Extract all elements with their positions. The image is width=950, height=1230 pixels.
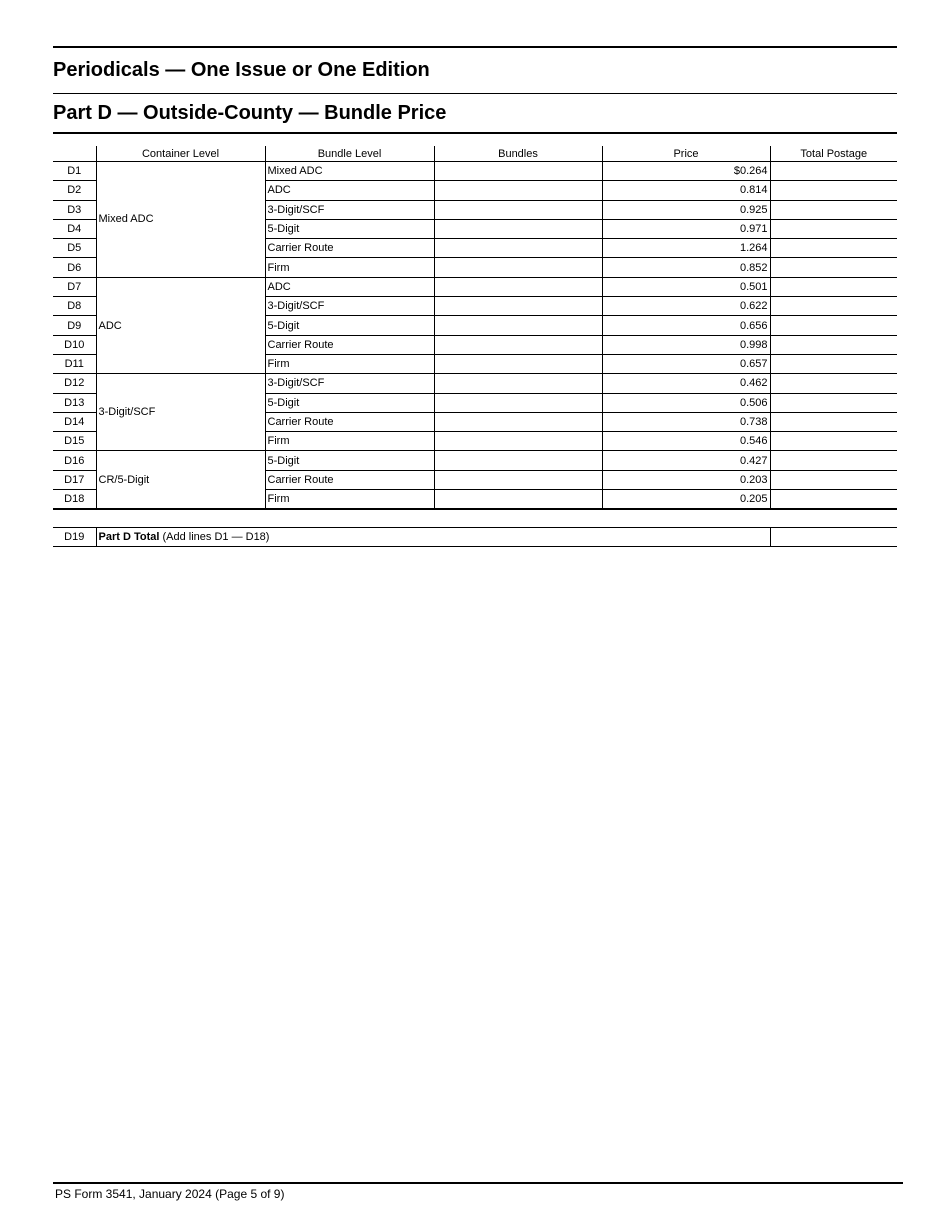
price-cell: 1.264 <box>602 239 770 258</box>
total-postage-input[interactable] <box>770 393 897 412</box>
total-postage-input[interactable] <box>770 181 897 200</box>
bundles-input[interactable] <box>434 219 602 238</box>
total-postage-input[interactable] <box>770 162 897 181</box>
total-postage-input[interactable] <box>770 528 897 547</box>
bundle-level-cell: 3-Digit/SCF <box>265 200 434 219</box>
bundles-input[interactable] <box>434 239 602 258</box>
price-cell: $0.264 <box>602 162 770 181</box>
price-cell: 0.205 <box>602 490 770 510</box>
total-postage-input[interactable] <box>770 239 897 258</box>
table-row <box>53 374 897 393</box>
bundle-level-cell: 3-Digit/SCF <box>265 297 434 316</box>
part-title-rule <box>53 132 897 134</box>
bundles-input[interactable] <box>434 354 602 373</box>
total-postage-input[interactable] <box>770 451 897 470</box>
total-postage-input[interactable] <box>770 432 897 451</box>
price-cell: 0.925 <box>602 200 770 219</box>
bundle-level-cell: Firm <box>265 490 434 510</box>
bundles-input[interactable] <box>434 181 602 200</box>
bundles-header: Bundles <box>434 146 602 162</box>
bundles-input[interactable] <box>434 162 602 181</box>
total-postage-input[interactable] <box>770 316 897 335</box>
line-number: D16 <box>53 451 96 470</box>
bundle-level-cell: Firm <box>265 354 434 373</box>
price-cell: 0.622 <box>602 297 770 316</box>
footer-rule <box>53 1182 903 1184</box>
price-cell: 0.427 <box>602 451 770 470</box>
bundles-input[interactable] <box>434 374 602 393</box>
line-number: D14 <box>53 412 96 431</box>
bundle-level-header: Bundle Level <box>265 146 434 162</box>
bundle-level-cell: Firm <box>265 432 434 451</box>
line-number: D5 <box>53 239 96 258</box>
price-cell: 0.656 <box>602 316 770 335</box>
line-number: D12 <box>53 374 96 393</box>
line-number: D13 <box>53 393 96 412</box>
bundle-level-cell: Firm <box>265 258 434 277</box>
line-number: D7 <box>53 277 96 296</box>
price-cell: 0.971 <box>602 219 770 238</box>
bundle-level-cell: 5-Digit <box>265 393 434 412</box>
total-postage-input[interactable] <box>770 490 897 510</box>
table-row <box>53 451 897 470</box>
bundles-input[interactable] <box>434 258 602 277</box>
price-cell: 0.203 <box>602 470 770 489</box>
bundles-input[interactable] <box>434 277 602 296</box>
bundles-input[interactable] <box>434 490 602 510</box>
price-cell: 0.462 <box>602 374 770 393</box>
part-d-total-table <box>53 527 897 547</box>
total-postage-input[interactable] <box>770 219 897 238</box>
price-cell: 0.657 <box>602 354 770 373</box>
line-number: D10 <box>53 335 96 354</box>
container-level-header: Container Level <box>96 146 265 162</box>
top-rule <box>53 46 897 48</box>
price-cell: 0.852 <box>602 258 770 277</box>
total-postage-header: Total Postage <box>770 146 897 162</box>
total-postage-input[interactable] <box>770 354 897 373</box>
bundle-level-cell: 5-Digit <box>265 451 434 470</box>
line-number: D19 <box>53 528 96 547</box>
total-postage-input[interactable] <box>770 200 897 219</box>
total-postage-input[interactable] <box>770 297 897 316</box>
part-title: Part D — Outside-County — Bundle Price <box>53 102 447 124</box>
bundle-level-cell: Carrier Route <box>265 412 434 431</box>
bundles-input[interactable] <box>434 412 602 431</box>
total-postage-input[interactable] <box>770 277 897 296</box>
bundle-level-cell: Carrier Route <box>265 470 434 489</box>
total-label-cell <box>96 528 770 547</box>
container-level-cell: ADC <box>96 277 265 373</box>
bundles-input[interactable] <box>434 316 602 335</box>
total-note: (Add lines D1 — D18) <box>159 531 270 543</box>
table-row <box>53 162 897 181</box>
line-number: D18 <box>53 490 96 510</box>
bundle-price-table <box>53 146 897 510</box>
title-divider <box>53 93 897 94</box>
price-cell: 0.738 <box>602 412 770 431</box>
bundle-level-cell: Mixed ADC <box>265 162 434 181</box>
price-cell: 0.814 <box>602 181 770 200</box>
bundles-input[interactable] <box>434 393 602 412</box>
line-number: D11 <box>53 354 96 373</box>
line-number: D3 <box>53 200 96 219</box>
bundle-level-cell: 5-Digit <box>265 219 434 238</box>
total-label: Part D Total <box>98 531 160 543</box>
bundle-level-cell: Carrier Route <box>265 239 434 258</box>
form-footer: PS Form 3541, January 2024 (Page 5 of 9) <box>55 1187 285 1201</box>
bundles-input[interactable] <box>434 200 602 219</box>
price-header: Price <box>602 146 770 162</box>
bundles-input[interactable] <box>434 297 602 316</box>
bundles-input[interactable] <box>434 432 602 451</box>
price-cell: 0.546 <box>602 432 770 451</box>
line-number-header <box>53 146 96 162</box>
line-number: D2 <box>53 181 96 200</box>
bundle-level-cell: Carrier Route <box>265 335 434 354</box>
line-number: D15 <box>53 432 96 451</box>
bundles-input[interactable] <box>434 470 602 489</box>
line-number: D8 <box>53 297 96 316</box>
table-header-row <box>53 146 897 162</box>
container-level-cell: Mixed ADC <box>96 162 265 278</box>
total-row <box>53 528 897 547</box>
page-title: Periodicals — One Issue or One Edition <box>53 59 430 81</box>
bundle-level-cell: 3-Digit/SCF <box>265 374 434 393</box>
bundle-level-cell: 5-Digit <box>265 316 434 335</box>
bundle-level-cell: ADC <box>265 277 434 296</box>
total-postage-input[interactable] <box>770 258 897 277</box>
total-postage-input[interactable] <box>770 335 897 354</box>
line-number: D9 <box>53 316 96 335</box>
bundles-input[interactable] <box>434 335 602 354</box>
price-cell: 0.501 <box>602 277 770 296</box>
price-cell: 0.998 <box>602 335 770 354</box>
container-level-cell: 3-Digit/SCF <box>96 374 265 451</box>
total-postage-input[interactable] <box>770 412 897 431</box>
line-number: D17 <box>53 470 96 489</box>
price-cell: 0.506 <box>602 393 770 412</box>
bundles-input[interactable] <box>434 451 602 470</box>
line-number: D1 <box>53 162 96 181</box>
line-number: D6 <box>53 258 96 277</box>
line-number: D4 <box>53 219 96 238</box>
total-postage-input[interactable] <box>770 374 897 393</box>
table-row <box>53 277 897 296</box>
container-level-cell: CR/5-Digit <box>96 451 265 509</box>
bundle-level-cell: ADC <box>265 181 434 200</box>
total-postage-input[interactable] <box>770 470 897 489</box>
